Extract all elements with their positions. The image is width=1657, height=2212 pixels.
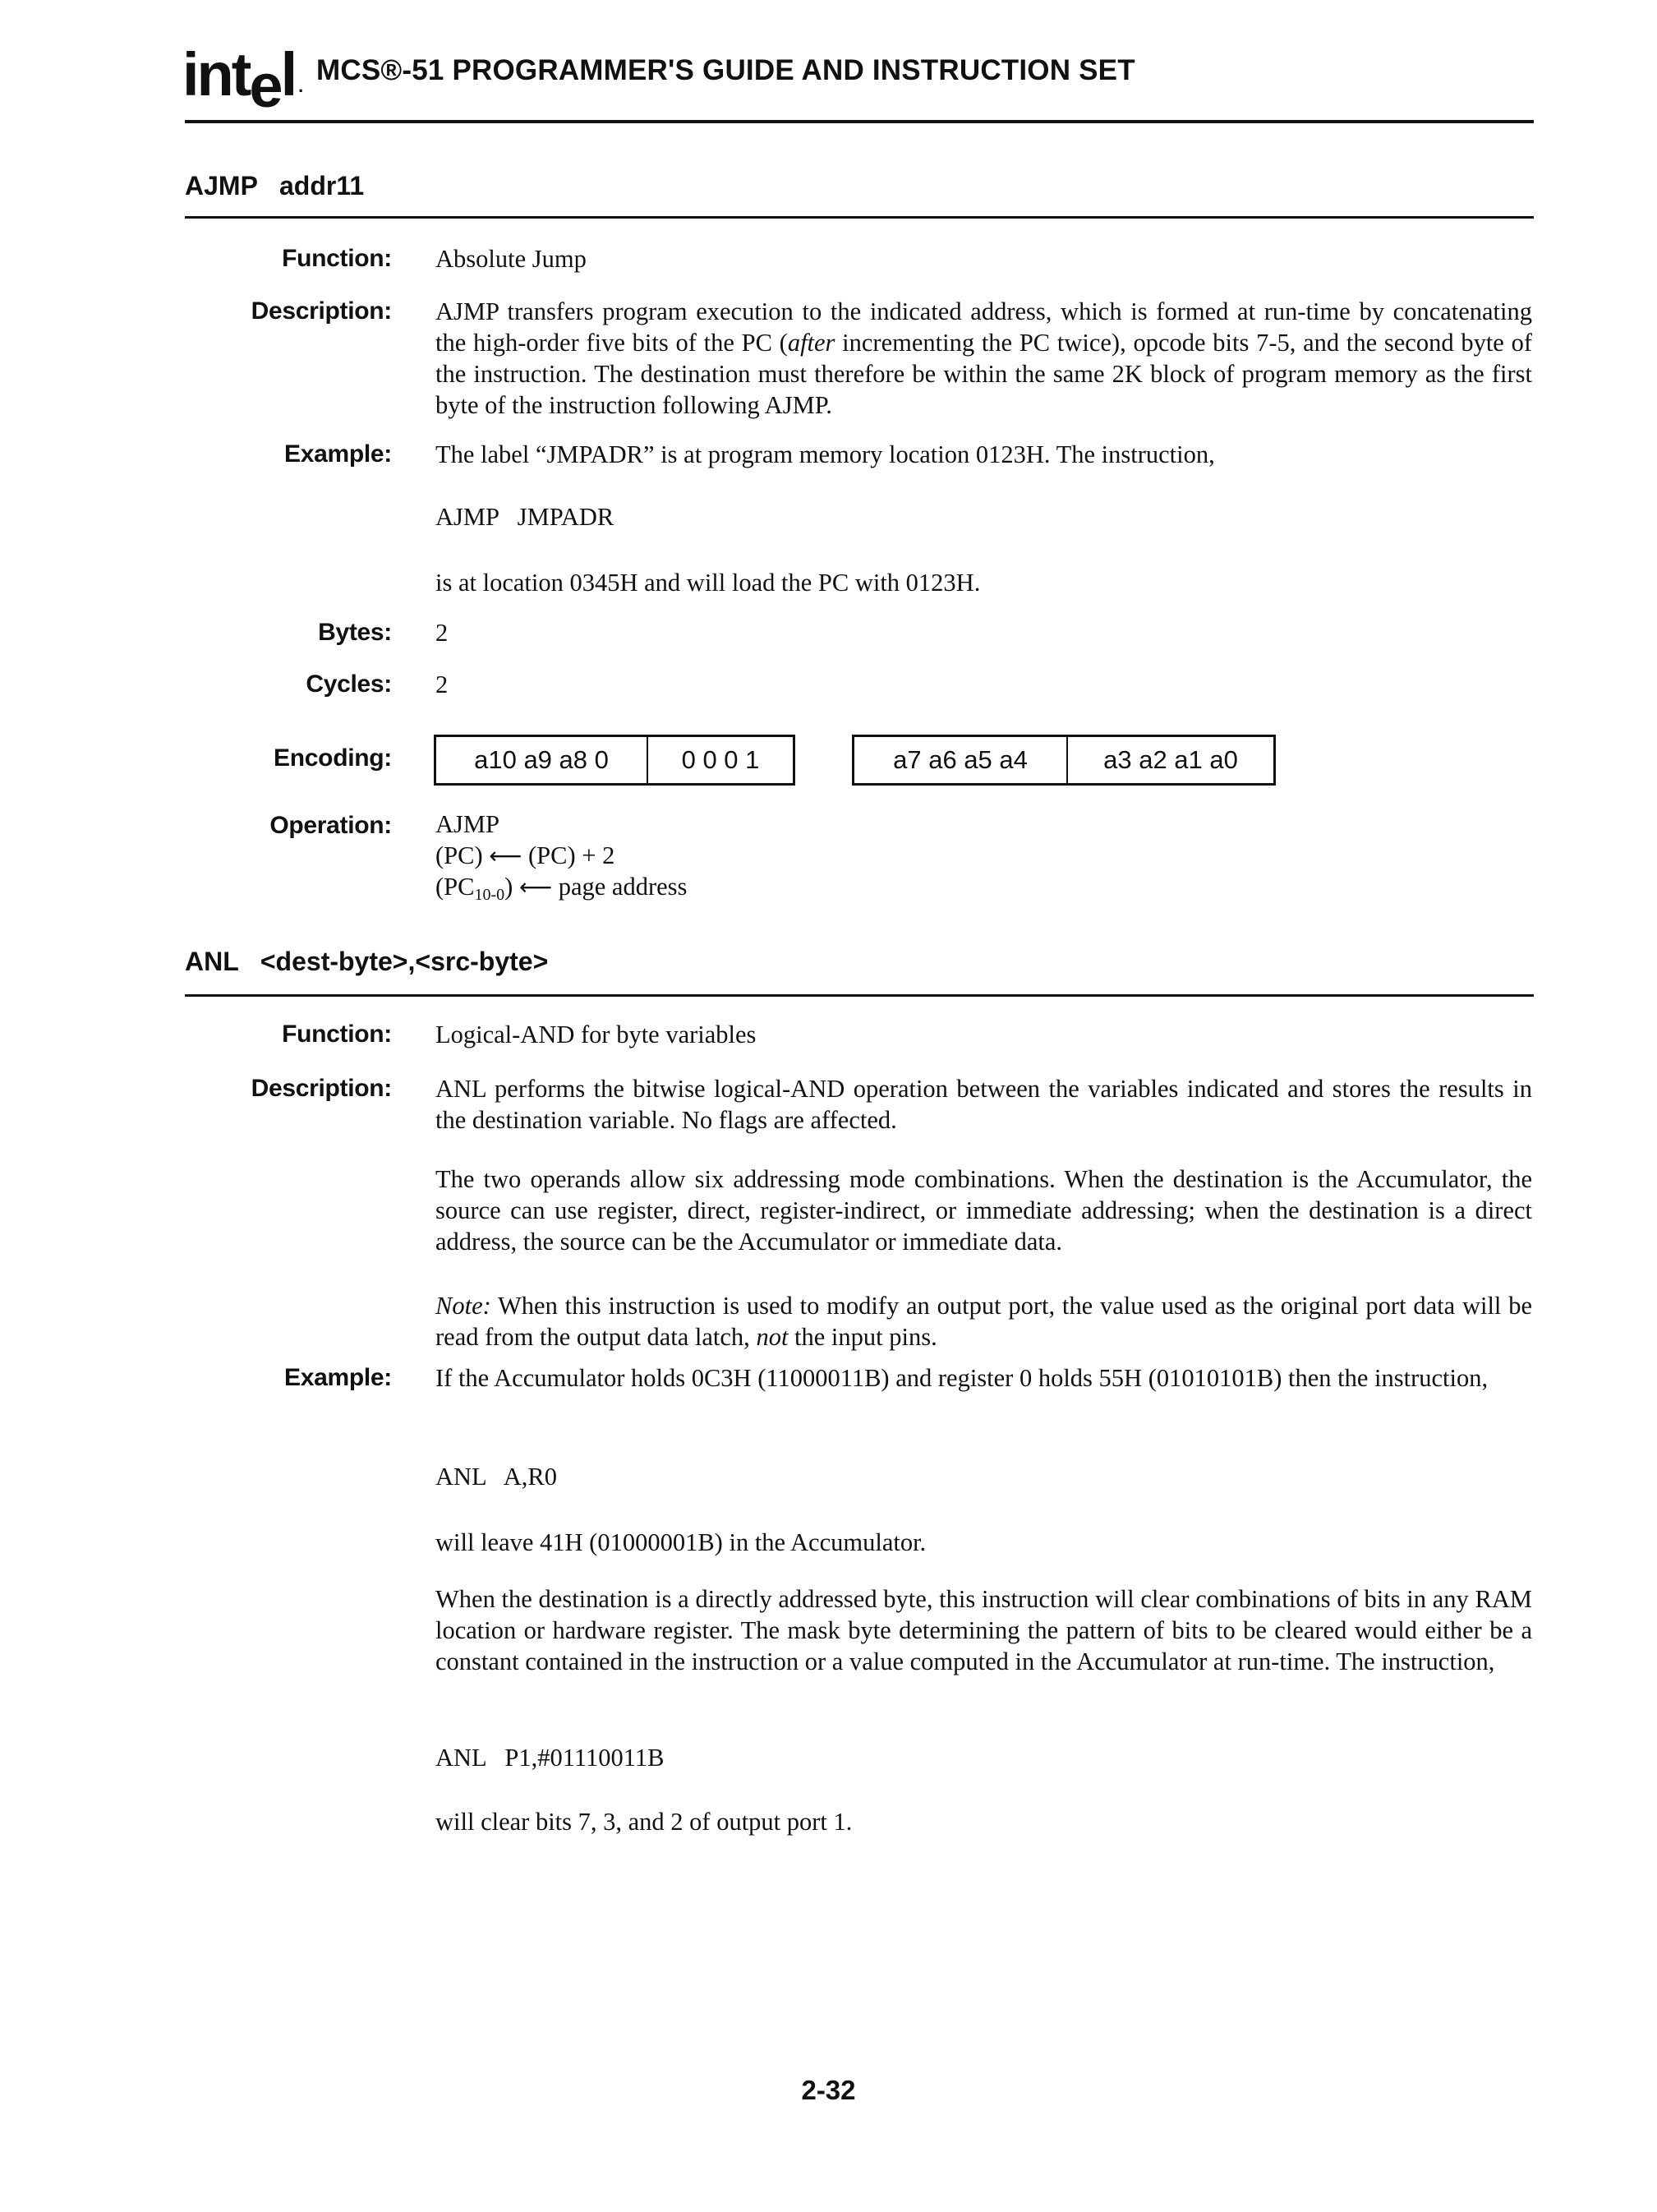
document-title: MCS®-51 PROGRAMMER'S GUIDE AND INSTRUCTION SET — [316, 54, 1135, 86]
anl-description-label: Description: — [251, 1075, 392, 1102]
ajmp-function: Absolute Jump — [435, 245, 587, 273]
encoding-byte-1 — [434, 735, 795, 786]
left-arrow-icon: ⟵ — [518, 873, 553, 901]
encoding-cell: a7 a6 a5 a4 — [893, 745, 1028, 774]
operation-rhs: (PC) + 2 — [528, 841, 615, 869]
note-text: When this instruction is used to modify an output port, the value used as the original port data will be read from the output data latch, — [435, 1292, 1532, 1351]
note-italic: not — [756, 1323, 789, 1351]
page-number: 2-32 — [801, 2075, 856, 2105]
ajmp-encoding-label: Encoding: — [274, 744, 392, 772]
ajmp-description-label: Description: — [251, 297, 392, 325]
operation-lhs: (PC) — [435, 841, 483, 869]
anl-function: Logical-AND for byte variables — [435, 1021, 757, 1048]
anl-example-result-1: will leave 41H (01000001B) in the Accumulator. — [435, 1528, 927, 1556]
ajmp-cycles-label: Cycles: — [306, 671, 392, 698]
ajmp-description — [435, 296, 1532, 421]
anl-example-result-2: will clear bits 7, 3, and 2 of output port 1. — [435, 1808, 853, 1836]
anl-description-p2: The two operands allow six addressing mode combinations. When the destination is the Accumulator, the source can use register, direct, register-indirect, or immediate addressing; when the destination is a direct address, the source can be the Accumulator or immediate data. — [435, 1165, 1532, 1256]
ajmp-operation-label: Operation: — [269, 812, 392, 839]
intel-logo: intel . — [182, 40, 301, 120]
anl-description-p1: ANL performs the bitwise logical-AND operation between the variables indicated and stores the results in the destination variable. No flags are affected. — [435, 1075, 1532, 1134]
encoding-cell: 0 0 0 1 — [647, 737, 793, 783]
anl-rule — [185, 994, 1534, 997]
ajmp-description-text-2: incrementing the PC twice), opcode bits 7-5, and the second byte of the instruction. The destination must therefore be within the same 2K block of program memory as the first byte of the instruction following AJMP. — [435, 329, 1532, 419]
operation-lhs: (PC — [435, 873, 475, 901]
ajmp-operation-line-3 — [435, 873, 687, 905]
ajmp-operation-line-1: AJMP — [435, 810, 499, 838]
ajmp-example-code: AJMP JMPADR — [435, 503, 614, 531]
ajmp-heading: AJMP addr11 — [185, 171, 365, 200]
note-label: Note: — [435, 1292, 491, 1320]
ajmp-operation-line-2 — [435, 841, 614, 870]
operation-rhs: page address — [558, 873, 688, 901]
encoding-byte-2 — [852, 735, 1276, 786]
ajmp-function-label: Function: — [282, 245, 392, 272]
ajmp-description-italic: after — [787, 329, 835, 357]
left-arrow-icon: ⟵ — [489, 842, 522, 869]
anl-example-label: Example: — [284, 1364, 392, 1391]
ajmp-example-label: Example: — [284, 440, 392, 468]
ajmp-cycles: 2 — [435, 671, 449, 698]
operation-lhs-close: ) — [504, 873, 513, 901]
encoding-cell: a3 a2 a1 a0 — [1066, 737, 1273, 783]
anl-example-intro: If the Accumulator holds 0C3H (11000011B) and register 0 holds 55H (01010101B) then the instruction, — [435, 1364, 1489, 1392]
operation-subscript: 10-0 — [474, 886, 505, 904]
ajmp-bytes: 2 — [435, 619, 449, 647]
anl-function-label: Function: — [282, 1021, 392, 1048]
ajmp-description-text: AJMP transfers program execution to the indicated address, which is formed at run-time by concatenating the high-order five bits of the PC ( — [435, 297, 1532, 357]
encoding-cell: a10 a9 a8 0 — [474, 745, 609, 774]
note-text-2: the input pins. — [788, 1323, 937, 1351]
anl-note — [435, 1290, 1532, 1353]
anl-heading: ANL <dest-byte>,<src-byte> — [185, 947, 549, 976]
anl-example-code-1: ANL A,R0 — [435, 1463, 557, 1491]
ajmp-example-intro: The label “JMPADR” is at program memory location 0123H. The instruction, — [435, 440, 1215, 468]
ajmp-bytes-label: Bytes: — [318, 619, 392, 646]
header-rule — [185, 120, 1534, 123]
ajmp-example-result: is at location 0345H and will load the PC with 0123H. — [435, 569, 981, 597]
anl-example-p2: When the destination is a directly addressed byte, this instruction will clear combinations of bits in any RAM location or hardware register. The mask byte determining the pattern of bits to be cleared would either be a constant contained in the instruction or a value computed in the Accumulator at run-time. The instruction, — [435, 1585, 1532, 1675]
ajmp-rule — [185, 216, 1534, 219]
anl-example-code-2: ANL P1,#01110011B — [435, 1744, 665, 1772]
